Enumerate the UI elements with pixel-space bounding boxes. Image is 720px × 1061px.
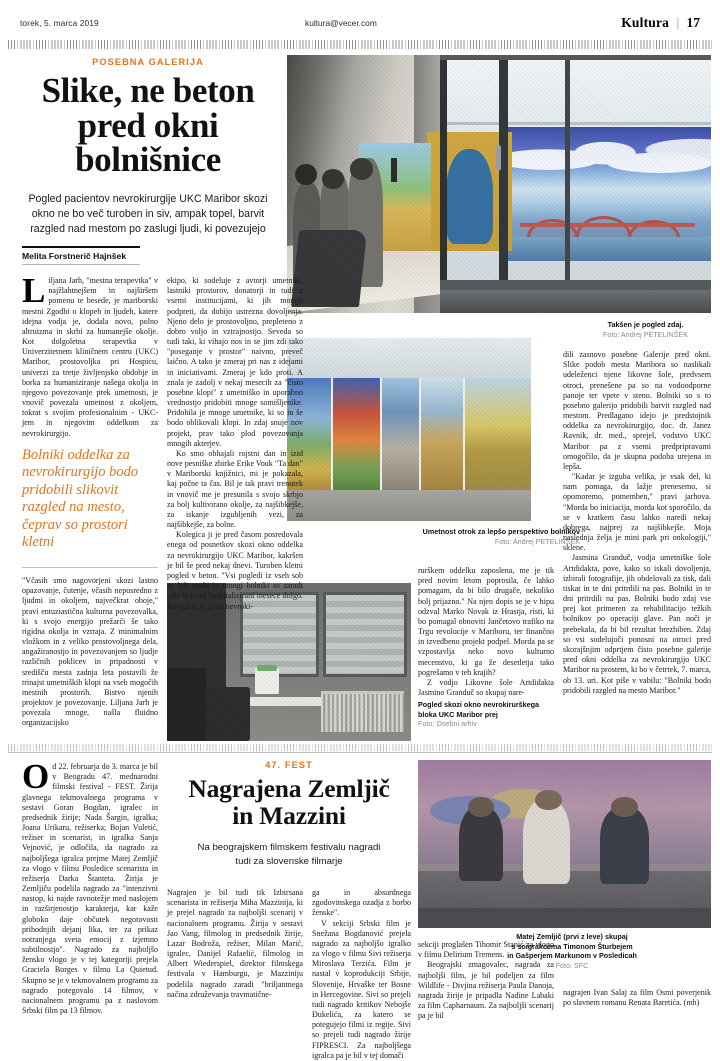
photo4-grain xyxy=(418,760,711,928)
photo2-caption xyxy=(420,527,580,546)
article2-column-4 xyxy=(418,940,554,1021)
article1-headline-line2: pred okni xyxy=(77,105,219,145)
article2-dropcap: O xyxy=(22,757,50,796)
article2-column-5 xyxy=(563,988,711,1008)
photo-children-murals xyxy=(287,338,531,521)
article1-column-4 xyxy=(563,350,711,696)
article2-col1-para1 xyxy=(22,757,158,1016)
article1-headline-line1: Slike, ne beton xyxy=(41,71,255,110)
article1-kicker: POSEBNA GALERIJA xyxy=(92,57,204,67)
article2-col4-para1: sekciji proglašen Tihomir Stanić za vlogo v filmu Delirium Tremens. xyxy=(418,940,554,960)
article1-col4-para1: dili zasnovo posebne Galerije pred okni. Slike podob mesta Maribora so naslikali udeleženci njene likovne šole, predvsem otroci, prenešene pa so na vodoodporne panoje ter vpete v steno. Bolniki so s to posebno galerijo pridobili barvit razgled nad mestom. Predlagano idejo je predstojnik oddelka za nevrokirurgijo, doc. dr. Janez Ravnik, dr. med., sprejel, vodstvo UKC Maribor pa z vsemi predpripravami omogočilo, da je skupna podoba urejena in lepša. xyxy=(563,350,711,471)
masthead xyxy=(20,15,700,36)
article1-col1-para2: "Včasih smo nagovorjeni skozi lastno opazovanje, čutenje, včasih neposredno z ljudmi in okoljem, največkrat oboje," pravi entuziastična kulturna povezovalka, ki s svojo energijo prežarči še tako rigidna okolja in vztraja. Z minimalnim vložkom in z veliko prostovoljnega dela, angažiranostjo in povezovanjem so ljudje različnih poklicev in pripadnosti v središču mesta zadnja leta postavili že trinajst umetniških klopi na vseh mogočih mestnih prostorih. Bistvo njenih projektov je povezovanje. Liljana Jarh je povezala mnoge, našla fluidno organizacijsko xyxy=(22,576,158,728)
article-separator-rule xyxy=(8,744,712,751)
article2-column-2 xyxy=(167,888,303,1000)
photo4-caption-credit: Foto: SFC xyxy=(555,960,589,970)
article2-col5-para1: nagrajen Ivan Salaj za film Osmi poverjenik po slavnem romanu Renata Baretića. (mh) xyxy=(563,988,711,1008)
photo3-caption-line1: Pogled skozi okno nevrokirurškega xyxy=(418,700,540,709)
article1-column-1-cont xyxy=(22,576,158,729)
article2-headline-line1: Nagrajena Zemljič xyxy=(188,774,390,803)
photo1-caption-text: Takšen je pogled zdaj. xyxy=(607,320,684,329)
article-separator-line xyxy=(8,752,712,753)
article2-standfirst xyxy=(167,841,411,868)
article2-col1-para1-text: d 22. februarja do 3. marca je bil v Beogradu 47. mednarodni filmski festival - FEST. Žirija glavnega tekmovalnega programa v sestavi Goran Bogdan, igralec in predsednik žirije; Nada Šargin, igralka; Joana Urikaru, režiserka; Bojan Vuletić, režiser in scenarist, in igralka Sanja Vejnović, je odločila, da nagrado za najboljšega igralca prejme Matej Zemljič za vlogo v filmu Posledice scenarista in režiserja Darka Štanteta. Žirija je Zemljiču podelila nagrado za "intenzivni nastop, ki najde ravnotežje med naslojem in razširjenostjo karakterja, kar kaže globoko daje občutek negotovosti prihodnjih dejanj lika, ter za prikaz notranjega sveta emocij z izjemno subtilnostjo". Nagrado za najboljšo žensko vlogo je v tej kategoriji prejela Graciela Borges v filmu La Quietud. Skupno se je v tekmovalnem programu za nagrado potegovalo 14 filmov, v nacionalnem programu pa z naslovom Srbski film pa 13 filmov. xyxy=(22,762,158,1016)
masthead-email: kultura@vecer.com xyxy=(305,18,377,28)
article1-dropcap: L xyxy=(22,271,46,310)
masthead-date: torek, 5. marca 2019 xyxy=(20,18,99,28)
article1-col2-para1: ekipo, ki sodeluje z avtorji umetniki, lastniki prostorov, donatorji in tudi z vsemi institucijami, ki jih morajo podpreti, da dobijo ustrezna dovoljenja. Njeno delo je prostovoljno, prepleteno z dobro voljo in vztrajnostjo. Seveda so tudi taki, ki vihajo nos in se jim zdi tako "poseganje v prostor" naivno, preveč laično. A tako je zmeraj pri nas z idejami in iniciativami. Zmeraj je kdo proti. A znala je zadolj v nekaj mesecih za "čisto posebne klopi" z umetniško in uporabno vrednostjo pridobiti mnoge somišljenike. Pridobila je mnoge umetnike, ki so in še bodo oblikovali klopi. In zdaj snuje nov projekt, prav tako plod povezovanja mnogih akterjev. xyxy=(167,276,303,448)
masthead-separator: | xyxy=(676,15,680,30)
article2-col3-para1: ga in absurdnega zgodovinskega ozadja z borbo ženske". xyxy=(312,888,411,918)
masthead-dotted-rule xyxy=(8,40,712,49)
article2-column-3 xyxy=(312,888,411,1061)
article1-col1-rule xyxy=(22,567,158,568)
article1-col4-para3: Jasmina Granduč, vodja umetniške šole Artdidakta, pove, kako so iskali dovoljenja, izbirali fotografije, jih obdelovali za tisk, dali tiskat in te dni pritrdili na pas. Bolniki in te dni pritrdili na pas. Bolniki bodo zdaj vse prej kot primeren za rehabilitacijo težkih bolnikov po operaciji glave. Pan noči je prebekala, da bi bil rezultat brezhiben. Zdaj so vsi sodelujoči ponosni na otroci pred skorajšnjim odprtjem čisto posebne galerije pred okni oddelka za nevrokirurgijo UKC Maribor na prostem, ki bo v četrtek, 7. marca, ob 13. uri. Kot piše v vabilu: "Bolniki bodo pridobili razgled na mesto Maribor." xyxy=(563,553,711,695)
photo2-caption-text: Umetnost otrok za lepšo perspektivo bolnikov xyxy=(422,527,580,536)
article1-standfirst: Pogled pacientov nevrokirurgije UKC Maribor skozi okno ne bo več turoben in siv, ampak topel, barvit razgled nad mestom po zaslugi ljudi, ki povezujejo xyxy=(28,192,268,235)
photo2-background xyxy=(287,338,531,521)
photo-hospital-window-now xyxy=(287,55,711,313)
article2-col4-para2: Beograjski zmagovalec, nagrada za najboljši film, je bil podeljen za film Wildlife - Divjina režiserja Paula Danoja, nagrada žirije je pripadla Nadine Labaki za film Capharnaum. Za najboljši scenarij pa je bil xyxy=(418,960,554,1021)
article1-column-3 xyxy=(418,566,554,698)
photo1-grain xyxy=(287,55,711,313)
article1-col2-para2: Ko smo obhajali rojstni dan in izid nove pesniške zbirke Erike Vouk "Ta dan" v Mariborski knjižnici, mi je pokazala, kaj počne ta čas. Bil je tak pravi trenutek in vnovič me je presunila s svojo skrbjo za bolj kultivirano okolje, za najšibkejše, za iskanje izgubljenih vezi, za najšibkejše, za bolne. xyxy=(167,448,303,530)
article2-standfirst-line1: Na beograjskem filmskem festivalu nagradi xyxy=(197,842,381,854)
article1-byline: Melita Forstnerič Hajnšek xyxy=(22,251,127,262)
article2-headline-line2: in Mazzini xyxy=(232,800,346,830)
photo4-caption-line2: s soigrakcema Timonom Šturbejem xyxy=(511,941,633,951)
masthead-section-name: Kultura xyxy=(621,15,670,30)
article2-kicker: 47. FEST xyxy=(265,760,313,770)
article2-col3-para2: V sekciji Srbski film je Snežana Bogdanović prejela nagrado za najboljšo igralko za vlogo v filmu Sivi režiserja Miroslava Terzića. Film je nastal v koprodukciji Srbije, Slovenije, Hrvaške ter Bosne in Hercegovine. Sivi so prejeli tudi nagrado kritikov Nebojše Đukelića, za katero se potegujejo filmi iz regije. Sivi so prejeli tudi nagrado žirije FIPRESCI. Za najboljšega igralca pa je bil v tej domači xyxy=(312,918,411,1060)
photo1-caption-credit: Foto: Andrej PETELINŠEK xyxy=(602,329,689,339)
article1-pullquote: Bolniki oddelka za nevrokirurgijo bodo pridobili slikovit razgled na mesto, čeprav so prostori kletni xyxy=(22,447,139,550)
photo-three-actors xyxy=(418,760,711,928)
article2-standfirst-line2: tudi za slovenske filmarje xyxy=(235,855,343,867)
photo3-caption-line2: bloka UKC Maribor prej xyxy=(418,709,498,719)
article2-header xyxy=(167,760,411,868)
masthead-page-number: 17 xyxy=(686,15,700,30)
byline-rule-bottom xyxy=(22,264,140,265)
article1-headline xyxy=(22,71,274,180)
photo3-caption-credit: Foto: Osebni arhiv xyxy=(418,719,477,728)
masthead-section-group xyxy=(621,15,700,31)
article2-col2-para1: Nagrajen je bil tudi tik Izbirsana scenarista in režiserja Miha Mazzinija, ki je prejel nagrado za najboljši scenarij v nacionalnem programu. Žirija v sestavi Jao Vang, filmolog in predsednik žirije, Lazar Bodroža, režiser, Milan Marić, igralec, Danijel Rafaelić, filmolog in Albert Wiederspiel, direktor filmskega festivala v Hamburgu, je Mazziniju podelila nagrado zaradi "briljantnega načina združevanja travmatične- xyxy=(167,888,303,999)
article1-byline-block xyxy=(22,246,274,265)
photo4-caption-line1: Matej Zemljič (prvi z leve) skupaj xyxy=(516,932,628,941)
article1-headline-line3: bolnišnice xyxy=(75,140,221,180)
photo4-caption-line3: in Gašperjem Markunom v Posledicah xyxy=(507,951,637,960)
article1-col3-para1: rurškem oddelku zaposlena, me je tik pred novim letom poprosila, če lahko pomagam, da bi bilo drugače, nekoliko bolj prijazno." Na njen dopis se je v hipu odzval Marko Novak iz Hrastja, risti, ki bo pomagal obnoviti Jančetovo trafiko na Trgu revolucije v Mariboru, ter finančno in izvedbeno projekt podpel. Morda pa se vzpostavlja neko novo kulturno mecenstvo, ki ga že desetletja tako pogrešamo v teh krajih? xyxy=(418,566,554,677)
article1-header xyxy=(22,57,274,265)
article1-col2-para3: Kolegica ji je pred časom posredovala enega od posnetkov skozi okno oddelka za nevrokirurgijo UKC Maribor, kakršen je bil še pred nekaj dnevi. Turoben kletni pogled v beton. "Vsi pogledi iz vseh sob so bili enaki in mnogi bolniki so zaradi teže bolezni hospitalizirani mesece dolgo. Kolegica, ki je na nevroki- xyxy=(167,530,303,611)
article1-column-1 xyxy=(22,271,158,439)
photo2-grain xyxy=(287,338,531,521)
article1-col4-para2: "Kadar je izguba velika, je vsak del, ki nam pomaga, da lažje prenesemo, si opomoremo, pomemben," pravi jarhova. "Morda bo iniciacija, morda kot sporočilo, da se v kratkem času lahko naredi nekaj dobrega, najprej za najšibkejše. Moja naslednja želja je mini park pri onkologiji," sklene. xyxy=(563,472,711,553)
article1-column-2 xyxy=(167,276,303,612)
photo3-caption xyxy=(418,700,553,729)
article2-column-1 xyxy=(22,757,158,1016)
article1-col3-para2: Z vodjo Likovne šole Artdidakta Jasmino Granduč so skupaj nare- xyxy=(418,677,554,698)
photo1-caption xyxy=(580,320,711,339)
photo2-caption-credit: Foto: Andrej PETELINŠEK xyxy=(494,536,580,546)
article2-headline xyxy=(167,776,411,829)
article1-col1-para1-text: iljana Jarh, "mestna terapevtka" v najžlahtnejšem in najširšem pomenu te besede, je mariborski mestni Zgodbi o klopeh in ljudeh, katere idejna vodja je, dodala novo, polno altruizma in skrbi za humanejše okolje. Kot dolgoletna terapevtka v Univerzitetnem kliničnem centru (UKC) Maribor, prostovoljka pri Hospicu, univerzi za tretje življenjsko obdobje in borka za humaniziranje našega okolja in njegovo povezovanje prek umetnosti, je vnovič povezala umetnost z okoljem, tokrat s svojim profesionalnim - UKC-jem in njegovim oddelkom za nevrokirurgijo. xyxy=(22,276,158,438)
article1-col1-para1 xyxy=(22,271,158,439)
